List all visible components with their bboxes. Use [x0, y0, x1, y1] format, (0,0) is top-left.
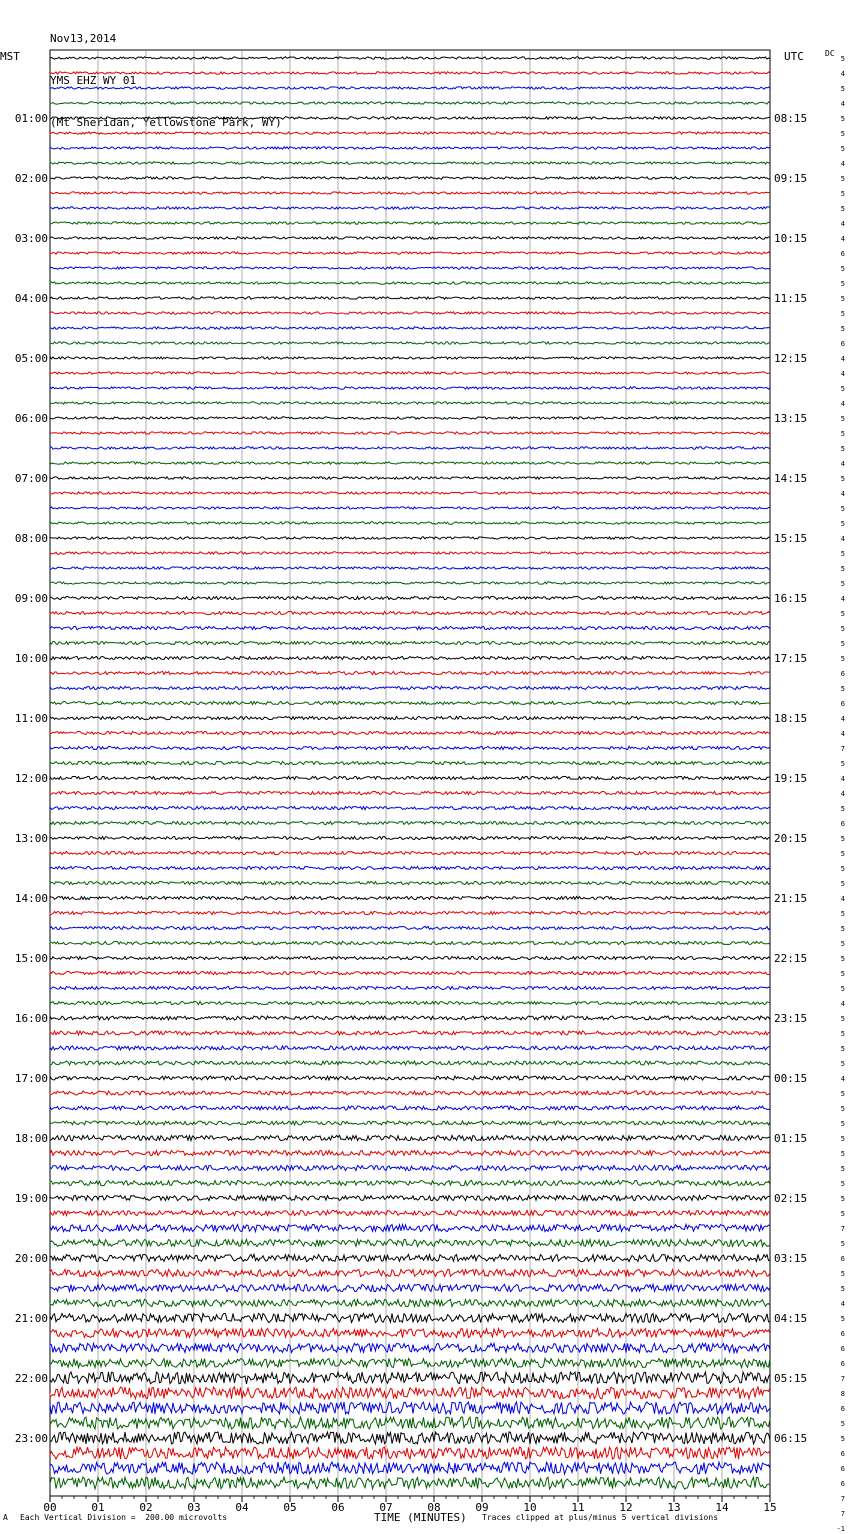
right-hour-label: 14:15: [774, 472, 808, 485]
dc-offset-value: 5: [840, 610, 845, 618]
dc-offset-value: 5: [840, 520, 845, 528]
dc-offset-value: 5: [840, 565, 845, 573]
dc-offset-value: 5: [840, 280, 845, 288]
seismic-trace: [50, 552, 770, 554]
dc-offset-value: 5: [840, 910, 845, 918]
seismic-trace: [50, 1343, 770, 1352]
seismic-trace: [50, 357, 770, 359]
seismic-trace: [50, 1402, 770, 1414]
left-hour-label: 01:00: [14, 112, 48, 125]
seismic-trace: [50, 582, 770, 584]
seismic-trace: [50, 1447, 770, 1459]
dc-offset-value: 5: [840, 1015, 845, 1023]
dc-offset-value: 5: [840, 655, 845, 663]
dc-offset-value: 5: [840, 265, 845, 273]
x-axis-tick-label: 03: [187, 1501, 201, 1514]
scale-note: Each Vertical Division = 200.00 microvolts: [20, 1513, 228, 1522]
left-hour-label: 17:00: [14, 1072, 48, 1085]
seismic-trace: [50, 537, 770, 539]
left-timezone-label: MST: [0, 50, 20, 63]
left-hour-label: 05:00: [14, 352, 48, 365]
dc-offset-value: 5: [840, 955, 845, 963]
dc-offset-value: 4: [840, 220, 845, 228]
seismic-trace: [50, 956, 770, 959]
dc-offset-value: 5: [840, 1090, 845, 1098]
dc-offset-value: 4: [840, 730, 845, 738]
seismic-trace: [50, 567, 770, 569]
dc-offset-value: 5: [840, 985, 845, 993]
seismic-trace: [50, 117, 770, 119]
x-axis-tick-label: 02: [139, 1501, 153, 1514]
seismic-trace: [50, 237, 770, 239]
left-hour-label: 15:00: [14, 952, 48, 965]
dc-offset-value: 5: [840, 415, 845, 423]
dc-offset-value: 4: [840, 235, 845, 243]
seismic-trace: [50, 926, 770, 929]
x-axis-tick-label: 10: [523, 1501, 537, 1514]
dc-offset-value: 5: [840, 190, 845, 198]
dc-offset-value: 5: [840, 1060, 845, 1068]
seismic-trace: [50, 1299, 770, 1306]
right-hour-label: 23:15: [774, 1012, 808, 1025]
seismic-trace: [50, 1387, 770, 1399]
dc-offset-value: 6: [840, 1450, 845, 1458]
right-hour-label: 03:15: [774, 1252, 808, 1265]
dc-offset-value: 7: [840, 745, 845, 753]
dc-offset-value: 5: [840, 850, 845, 858]
seismic-trace: [50, 102, 770, 104]
left-hour-label: 03:00: [14, 232, 48, 245]
right-hour-label: 08:15: [774, 112, 808, 125]
dc-offset-value: 5: [840, 55, 845, 63]
seismic-trace: [50, 1313, 770, 1322]
right-hour-label: 04:15: [774, 1312, 808, 1325]
seismic-trace: [50, 626, 770, 629]
right-hour-label: 17:15: [774, 652, 808, 665]
seismic-trace: [50, 611, 770, 614]
dc-offset-value: 4: [840, 355, 845, 363]
seismic-trace: [50, 1195, 770, 1200]
seismic-trace: [50, 147, 770, 149]
dc-offset-value: 5: [840, 940, 845, 948]
left-hour-label: 14:00: [14, 892, 48, 905]
dc-offset-value: 5: [840, 205, 845, 213]
seismic-trace: [50, 941, 770, 944]
dc-offset-value: 4: [840, 70, 845, 78]
seismic-trace: [50, 1165, 770, 1170]
seismic-trace: [50, 716, 770, 719]
seismic-trace: [50, 596, 770, 599]
dc-offset-value: 4: [840, 1300, 845, 1308]
seismic-trace: [50, 881, 770, 884]
seismic-trace: [50, 252, 770, 254]
x-axis-tick-label: 07: [379, 1501, 393, 1514]
dc-offset-value: 4: [840, 595, 845, 603]
seismic-trace: [50, 402, 770, 404]
dc-offset-value: 5: [840, 430, 845, 438]
dc-offset-value: 5: [840, 130, 845, 138]
seismic-trace: [50, 1432, 770, 1444]
x-axis-tick-label: 13: [667, 1501, 681, 1514]
dc-offset-value: 5: [840, 835, 845, 843]
right-timezone-label: UTC: [784, 50, 804, 63]
x-axis-tick-label: 08: [427, 1501, 441, 1514]
dc-offset-value: 5: [840, 145, 845, 153]
seismic-trace: [50, 1046, 770, 1050]
seismic-trace: [50, 87, 770, 89]
dc-offset-value: 5: [840, 550, 845, 558]
left-hour-label: 12:00: [14, 772, 48, 785]
x-axis-tick-label: 05: [283, 1501, 297, 1514]
dc-offset-value: 4: [840, 715, 845, 723]
seismic-trace: [50, 1254, 770, 1261]
dc-offset-value: -1: [836, 1525, 845, 1533]
left-hour-label: 23:00: [14, 1432, 48, 1445]
x-axis-tick-label: 12: [619, 1501, 633, 1514]
seismic-trace: [50, 641, 770, 644]
seismic-trace: [50, 132, 770, 134]
dc-offset-value: 5: [840, 625, 845, 633]
seismic-trace: [50, 806, 770, 809]
right-hour-label: 22:15: [774, 952, 808, 965]
right-hour-label: 00:15: [774, 1072, 808, 1085]
seismic-trace: [50, 746, 770, 749]
dc-offset-value: 5: [840, 1270, 845, 1278]
dc-offset-value: 6: [840, 1480, 845, 1488]
dc-column-label: DC: [825, 49, 835, 58]
dc-offset-value: 5: [840, 1135, 845, 1143]
dc-offset-value: 7: [840, 1495, 845, 1503]
dc-offset-value: 5: [840, 1030, 845, 1038]
dc-offset-value: 5: [840, 1240, 845, 1248]
dc-offset-value: 5: [840, 865, 845, 873]
dc-offset-value: 6: [840, 1465, 845, 1473]
seismic-trace: [50, 1091, 770, 1095]
seismic-trace: [50, 507, 770, 509]
seismic-trace: [50, 432, 770, 434]
left-hour-label: 06:00: [14, 412, 48, 425]
seismic-trace: [50, 417, 770, 419]
seismic-trace: [50, 1462, 770, 1474]
seismic-trace: [50, 1239, 770, 1246]
dc-offset-value: 6: [840, 250, 845, 258]
right-hour-label: 16:15: [774, 592, 808, 605]
seismic-trace: [50, 1180, 770, 1185]
dc-offset-value: 5: [840, 1045, 845, 1053]
seismic-trace: [50, 911, 770, 914]
dc-offset-value: 5: [840, 1120, 845, 1128]
x-axis-tick-label: 11: [571, 1501, 585, 1514]
seismic-trace: [50, 297, 770, 299]
right-hour-label: 01:15: [774, 1132, 808, 1145]
seismic-trace: [50, 1106, 770, 1110]
dc-offset-value: 4: [840, 775, 845, 783]
right-hour-label: 10:15: [774, 232, 808, 245]
seismic-trace: [50, 207, 770, 209]
left-hour-label: 16:00: [14, 1012, 48, 1025]
seismic-trace: [50, 851, 770, 854]
seismic-trace: [50, 896, 770, 899]
right-hour-label: 02:15: [774, 1192, 808, 1205]
station-name: YMS EHZ WY 01: [50, 74, 137, 87]
seismic-trace: [50, 971, 770, 974]
right-hour-label: 20:15: [774, 832, 808, 845]
dc-offset-value: 6: [840, 820, 845, 828]
dc-offset-value: 4: [840, 160, 845, 168]
dc-offset-value: 5: [840, 310, 845, 318]
left-hour-label: 11:00: [14, 712, 48, 725]
seismic-trace: [50, 1477, 770, 1489]
left-hour-label: 13:00: [14, 832, 48, 845]
dc-offset-value: 5: [840, 580, 845, 588]
dc-offset-value: 5: [840, 1180, 845, 1188]
x-axis-tick-label: 00: [43, 1501, 57, 1514]
seismic-trace: [50, 1210, 770, 1215]
right-hour-label: 15:15: [774, 532, 808, 545]
seismic-trace: [50, 701, 770, 704]
dc-offset-value: 5: [840, 1210, 845, 1218]
dc-offset-value: 5: [840, 175, 845, 183]
dc-offset-value: 5: [840, 85, 845, 93]
dc-offset-value: 6: [840, 1330, 845, 1338]
dc-offset-value: 6: [840, 340, 845, 348]
dc-offset-value: 7: [840, 1510, 845, 1518]
x-axis-tick-label: 14: [715, 1501, 729, 1514]
seismic-trace: [50, 447, 770, 449]
chart-date: Nov13,2014: [50, 32, 117, 45]
dc-offset-value: 5: [840, 805, 845, 813]
dc-offset-value: 5: [840, 505, 845, 513]
dc-offset-value: 6: [840, 670, 845, 678]
x-axis-tick-label: 04: [235, 1501, 249, 1514]
seismic-trace: [50, 1224, 770, 1231]
seismic-trace: [50, 57, 770, 59]
seismic-trace: [50, 1061, 770, 1065]
seismic-trace: [50, 477, 770, 479]
right-hour-label: 18:15: [774, 712, 808, 725]
clip-note: Traces clipped at plus/minus 5 vertical divisions: [482, 1513, 719, 1522]
x-axis-tick-label: 15: [763, 1501, 777, 1514]
seismic-trace: [50, 1076, 770, 1080]
left-hour-label: 22:00: [14, 1372, 48, 1385]
seismic-trace: [50, 177, 770, 179]
left-hour-label: 08:00: [14, 532, 48, 545]
left-hour-label: 21:00: [14, 1312, 48, 1325]
seismic-trace: [50, 791, 770, 794]
seismic-trace: [50, 492, 770, 494]
seismic-trace: [50, 162, 770, 164]
seismic-trace: [50, 1135, 770, 1140]
dc-offset-value: 4: [840, 1000, 845, 1008]
seismic-trace: [50, 222, 770, 224]
x-axis-tick-label: 01: [91, 1501, 105, 1514]
dc-offset-value: 6: [840, 1255, 845, 1263]
dc-offset-value: 5: [840, 385, 845, 393]
dc-offset-value: 5: [840, 1315, 845, 1323]
seismic-trace: [50, 1016, 770, 1020]
dc-offset-value: 5: [840, 475, 845, 483]
seismic-trace: [50, 1284, 770, 1291]
seismic-trace: [50, 686, 770, 689]
x-axis-tick-label: 09: [475, 1501, 489, 1514]
seismic-trace: [50, 866, 770, 869]
dc-offset-value: 4: [840, 895, 845, 903]
dc-offset-value: 5: [840, 640, 845, 648]
left-hour-label: 02:00: [14, 172, 48, 185]
seismic-trace: [50, 1358, 770, 1367]
dc-offset-value: 5: [840, 295, 845, 303]
seismic-trace: [50, 836, 770, 839]
seismic-trace: [50, 1269, 770, 1276]
dc-offset-value: 7: [840, 1225, 845, 1233]
seismic-trace: [50, 462, 770, 464]
dc-offset-value: 5: [840, 445, 845, 453]
seismic-trace: [50, 1031, 770, 1035]
right-hour-label: 19:15: [774, 772, 808, 785]
seismic-trace: [50, 761, 770, 764]
left-hour-label: 09:00: [14, 592, 48, 605]
dc-offset-value: 5: [840, 325, 845, 333]
dc-offset-value: 5: [840, 1195, 845, 1203]
seismic-trace: [50, 731, 770, 734]
dc-offset-value: 4: [840, 370, 845, 378]
dc-offset-value: 4: [840, 400, 845, 408]
left-hour-label: 19:00: [14, 1192, 48, 1205]
dc-offset-value: 5: [840, 1105, 845, 1113]
seismic-trace: [50, 1328, 770, 1337]
seismic-trace: [50, 671, 770, 674]
seismic-trace: [50, 1121, 770, 1125]
corner-mark: A: [3, 1513, 8, 1522]
dc-offset-value: 6: [840, 700, 845, 708]
seismic-trace: [50, 387, 770, 389]
seismic-trace: [50, 372, 770, 374]
dc-offset-value: 5: [840, 1420, 845, 1428]
seismic-trace: [50, 327, 770, 329]
station-location: (Mt Sheridan, Yellowstone Park, WY): [50, 116, 282, 129]
right-hour-label: 06:15: [774, 1432, 808, 1445]
x-axis-tick-label: 06: [331, 1501, 345, 1514]
right-hour-label: 11:15: [774, 292, 808, 305]
dc-offset-value: 5: [840, 685, 845, 693]
seismic-trace: [50, 1150, 770, 1155]
left-hour-label: 10:00: [14, 652, 48, 665]
dc-offset-value: 4: [840, 1075, 845, 1083]
seismic-trace: [50, 522, 770, 524]
dc-offset-value: 5: [840, 880, 845, 888]
seismic-trace: [50, 312, 770, 314]
dc-offset-value: 8: [840, 1390, 845, 1398]
dc-offset-value: 4: [840, 490, 845, 498]
seismic-trace: [50, 192, 770, 194]
seismic-trace: [50, 1001, 770, 1004]
right-hour-label: 09:15: [774, 172, 808, 185]
dc-offset-value: 4: [840, 535, 845, 543]
dc-offset-value: 6: [840, 1345, 845, 1353]
seismic-trace: [50, 1417, 770, 1429]
dc-offset-value: 4: [840, 460, 845, 468]
dc-offset-value: 7: [840, 1375, 845, 1383]
left-hour-label: 18:00: [14, 1132, 48, 1145]
seismic-trace: [50, 821, 770, 824]
seismic-trace: [50, 282, 770, 284]
seismic-trace: [50, 267, 770, 269]
dc-offset-value: 5: [840, 1285, 845, 1293]
dc-offset-value: 5: [840, 925, 845, 933]
dc-offset-value: 5: [840, 760, 845, 768]
dc-offset-value: 4: [840, 790, 845, 798]
left-hour-label: 07:00: [14, 472, 48, 485]
seismic-trace: [50, 986, 770, 989]
seismic-trace: [50, 342, 770, 344]
seismic-trace: [50, 1372, 770, 1384]
dc-offset-value: 5: [840, 1150, 845, 1158]
right-hour-label: 12:15: [774, 352, 808, 365]
right-hour-label: 13:15: [774, 412, 808, 425]
dc-offset-value: 5: [840, 1165, 845, 1173]
right-hour-label: 21:15: [774, 892, 808, 905]
dc-offset-value: 5: [840, 115, 845, 123]
right-hour-label: 05:15: [774, 1372, 808, 1385]
dc-offset-value: 5: [840, 1435, 845, 1443]
left-hour-label: 20:00: [14, 1252, 48, 1265]
dc-offset-value: 4: [840, 100, 845, 108]
seismic-trace: [50, 72, 770, 74]
dc-offset-value: 5: [840, 970, 845, 978]
x-axis-title: TIME (MINUTES): [374, 1511, 467, 1524]
dc-offset-value: 6: [840, 1360, 845, 1368]
seismic-trace: [50, 776, 770, 779]
dc-offset-value: 6: [840, 1405, 845, 1413]
left-hour-label: 04:00: [14, 292, 48, 305]
seismic-trace: [50, 656, 770, 659]
